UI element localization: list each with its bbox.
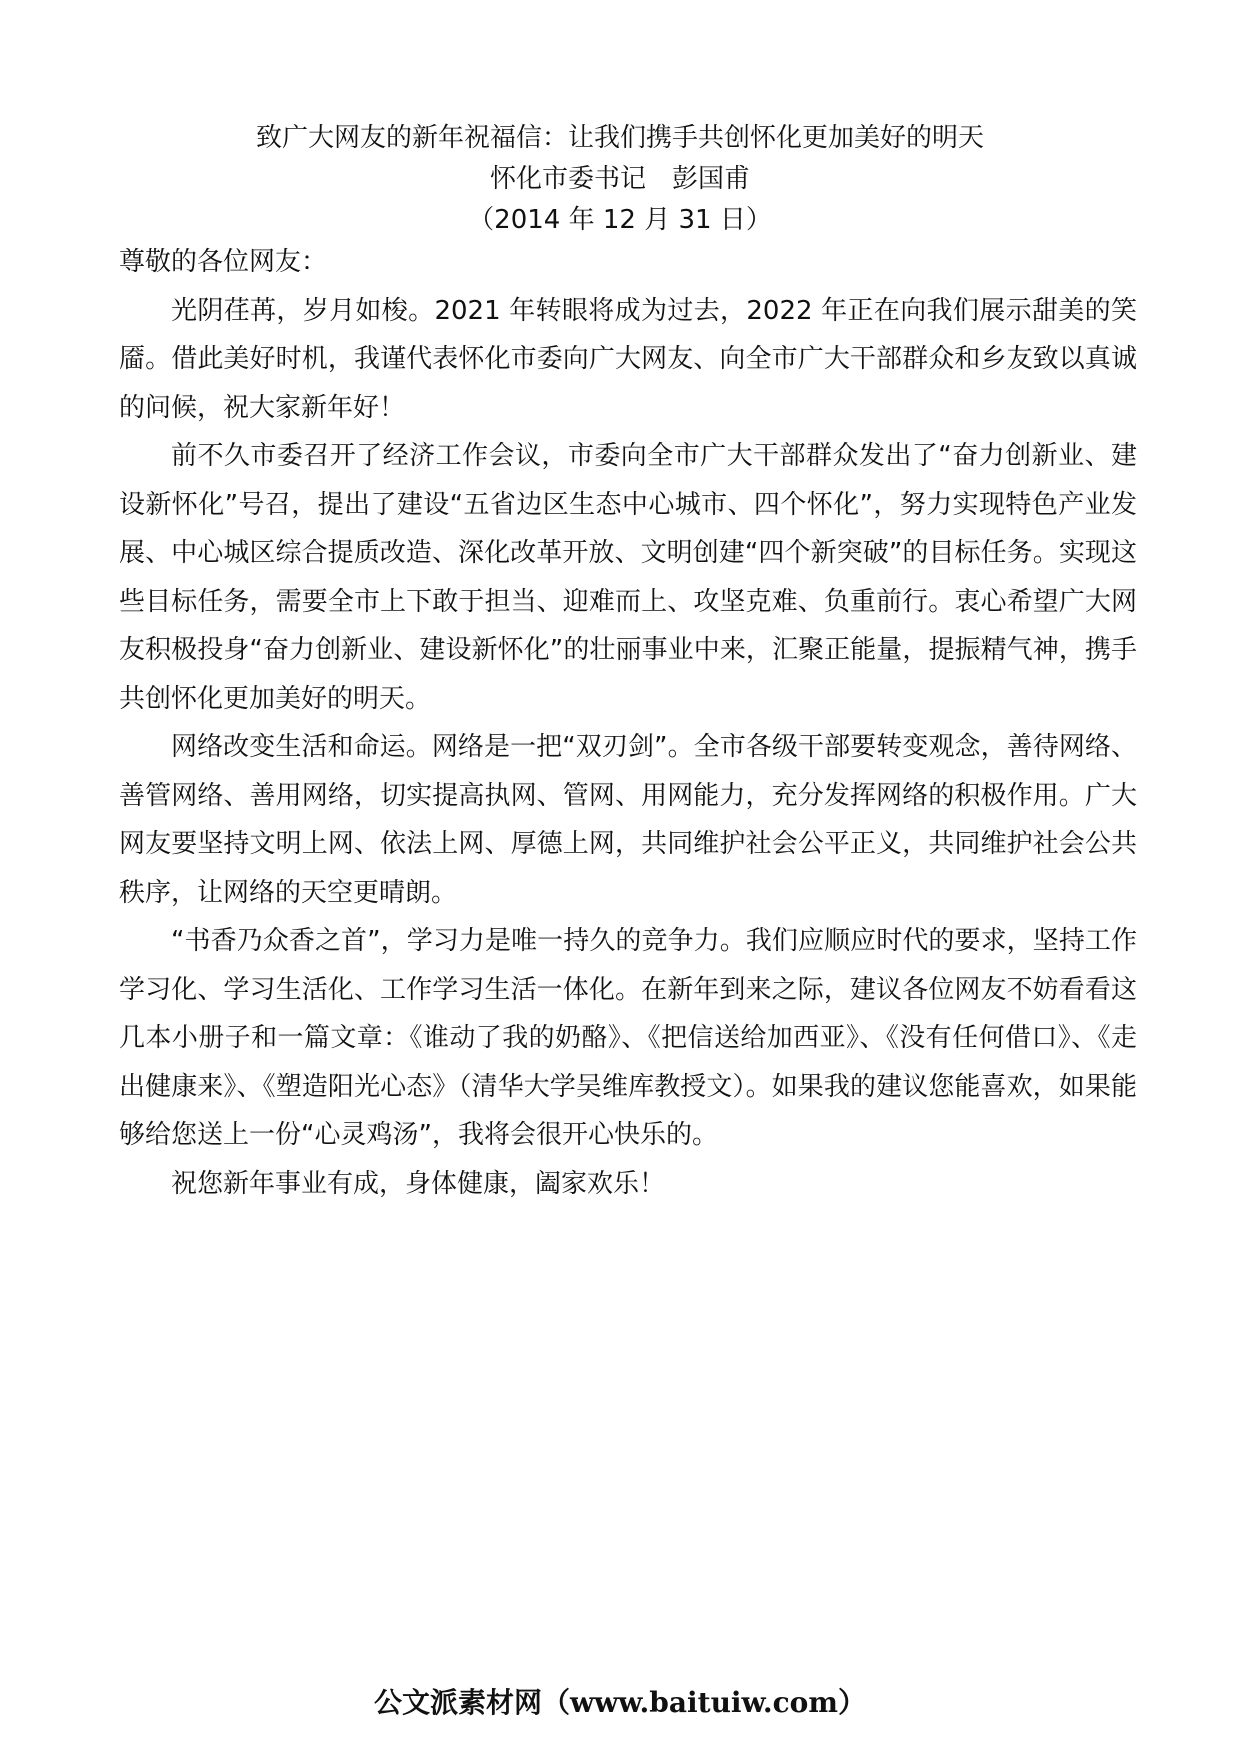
date-line: （2014 年 12 月 31 日） — [468, 205, 772, 235]
salutation: 尊敬的各位网友： — [119, 247, 328, 277]
document-heading — [0, 118, 1240, 241]
paragraph-internet: 网络改变生活和命运。网络是一把“双刃剑”。全市各级干部要转变观念，善待网络、善管网络、善用网络，切实提高执网、管网、用网能力，充分发挥网络的积极作用。广大网友要坚持文明上网、依法上网、厚德上网，共同维护社会公平正义，共同维护社会公共秩序，让网络的天空更晴朗。 — [119, 732, 1137, 908]
footer-watermark: 公文派素材网（www.baituiw.com） — [374, 1686, 866, 1719]
document-title: 致广大网友的新年祝福信：让我们携手共创怀化更加美好的明天 — [255, 123, 984, 153]
author-line: 怀化市委书记 彭国甫 — [489, 164, 750, 194]
paragraph-economic-goals: 前不久市委召开了经济工作会议，市委向全市广大干部群众发出了“奋力创新业、建设新怀化”号召，提出了建设“五省边区生态中心城市、四个怀化”，努力实现特色产业发展、中心城区综合提质改造、深化改革开放、文明创建“四个新突破”的目标任务。实现这些目标任务，需要全市上下敢于担当、迎难而上、攻坚克难、负重前行。衷心希望广大网友积极投身“奋力创新业、建设新怀化”的壮丽事业中来，汇聚正能量，提振精气神，携手共创怀化更加美好的明天。 — [119, 441, 1137, 714]
letter-body — [119, 238, 1137, 1208]
paragraph-reading: “书香乃众香之首”，学习力是唯一持久的竞争力。我们应顺应时代的要求，坚持工作学习化、学习生活化、工作学习生活一体化。在新年到来之际，建议各位网友不妨看看这几本小册子和一篇文章：《谁动了我的奶酪》、《把信送给加西亚》、《没有任何借口》、《走出健康来》、《塑造阳光心态》（清华大学吴维库教授文）。如果我的建议您能喜欢，如果能够给您送上一份“心灵鸡汤”，我将会很开心快乐的。 — [119, 926, 1137, 1150]
paragraph-greeting: 光阴荏苒，岁月如梭。2021 年转眼将成为过去，2022 年正在向我们展示甜美的笑靥。借此美好时机，我谨代表怀化市委向广大网友、向全市广大干部群众和乡友致以真诚的问候，祝大家新年好！ — [119, 295, 1137, 423]
paragraph-closing-wishes: 祝您新年事业有成，身体健康，阖家欢乐！ — [171, 1168, 666, 1199]
